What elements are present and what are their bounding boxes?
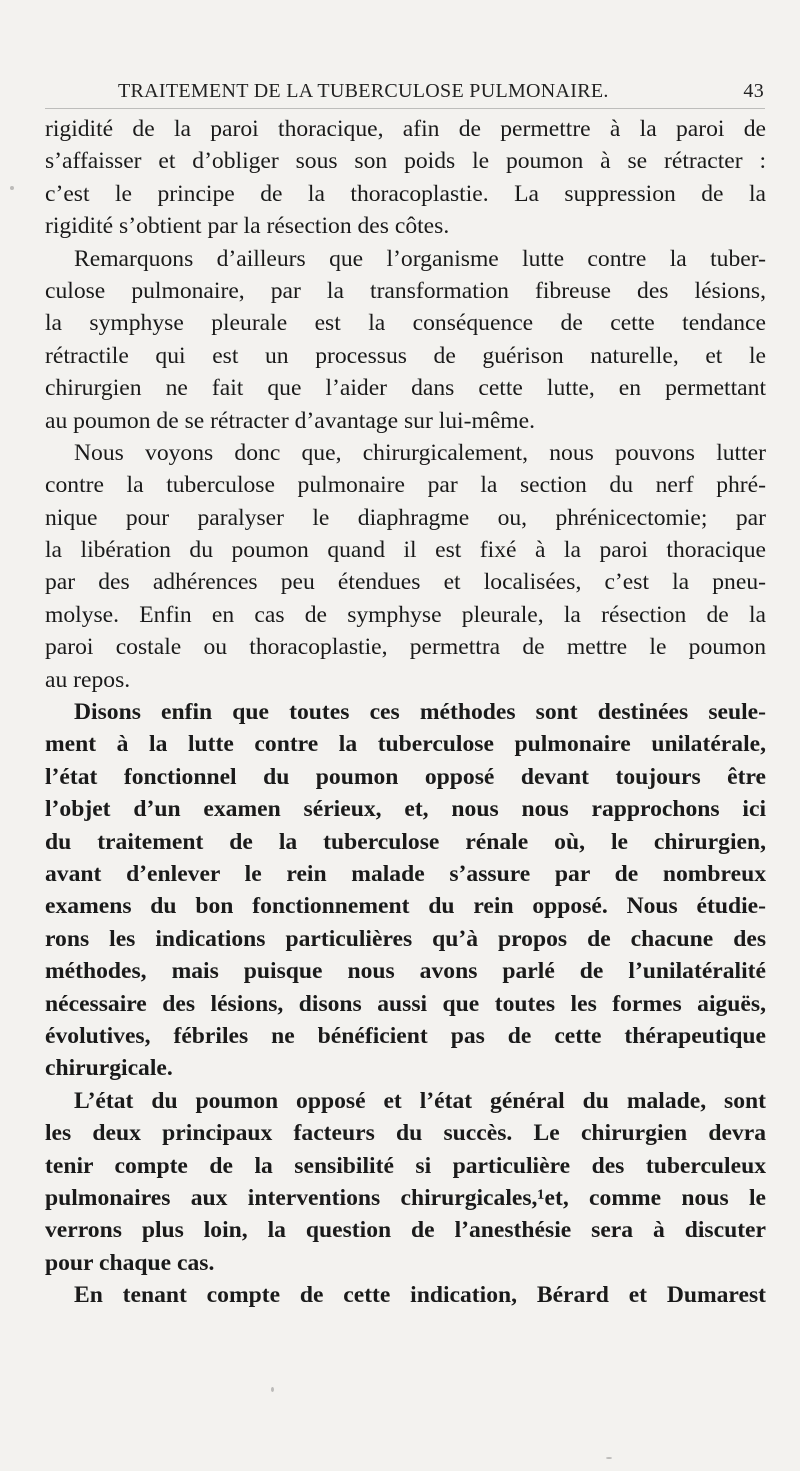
text-line: nique pour paralyser le diaphragme ou, phrénicectomie; par: [45, 504, 766, 531]
text-line: L’état du poumon opposé et l’état général du malade, sont: [74, 1087, 766, 1114]
ink-speck: [271, 1387, 274, 1392]
text-line: culose pulmonaire, par la transformation fibreuse des lésions,: [45, 277, 766, 304]
text-line: nécessaire des lésions, disons aussi que toutes les formes aiguës,: [45, 990, 766, 1017]
ink-speck: [606, 1457, 612, 1459]
running-head-title: TRAITEMENT DE LA TUBERCULOSE PULMONAIRE.: [118, 80, 609, 102]
text-line: rigidité s’obtient par la résection des côtes.: [45, 213, 450, 240]
text-line: Nous voyons donc que, chirurgicalement, nous pouvons lutter: [74, 439, 766, 466]
text-line: tenir compte de la sensibilité si particulière des tuberculeux: [45, 1152, 766, 1179]
text-line: pulmonaires aux interventions chirurgicales,¹et, comme nous le: [45, 1184, 766, 1211]
text-line: méthodes, mais puisque nous avons parlé de l’unilatéralité: [45, 958, 766, 985]
text-line: évolutives, fébriles ne bénéficient pas de cette thérapeutique: [45, 1022, 766, 1049]
text-line: En tenant compte de cette indication, Bérard et Dumarest: [74, 1282, 766, 1309]
running-head: [118, 79, 764, 103]
text-line: paroi costale ou thoracoplastie, permettra de mettre le poumon: [45, 634, 766, 661]
text-line: contre la tuberculose pulmonaire par la section du nerf phré-: [45, 472, 766, 499]
text-line: avant d’enlever le rein malade s’assure par de nombreux: [45, 860, 766, 887]
text-line: rigidité de la paroi thoracique, afin de permettre à la paroi de: [45, 116, 766, 142]
text-line: chirurgicale.: [45, 1055, 173, 1082]
text-line: l’état fonctionnel du poumon opposé devant toujours être: [45, 763, 766, 790]
text-line: Remarquons d’ailleurs que l’organisme lutte contre la tuber-: [74, 245, 766, 272]
text-line: verrons plus loin, la question de l’anesthésie sera à discuter: [45, 1217, 766, 1244]
page-number: 43: [743, 80, 764, 102]
text-line: les deux principaux facteurs du succès. Le chirurgien devra: [45, 1120, 766, 1147]
header-rule: [45, 108, 765, 109]
text-line: la symphyse pleurale est la conséquence de cette tendance: [45, 310, 766, 337]
text-line: du traitement de la tuberculose rénale où, le chirurgien,: [45, 828, 766, 855]
text-line: au repos.: [45, 666, 131, 693]
text-line: la libération du poumon quand il est fixé à la paroi thoracique: [45, 537, 766, 564]
text-line: examens du bon fonctionnement du rein opposé. Nous étudie-: [45, 893, 766, 920]
body-text: [45, 113, 766, 1311]
ink-speck: [10, 186, 14, 190]
text-line: pour chaque cas.: [45, 1249, 215, 1276]
text-line: molyse. Enfin en cas de symphyse pleurale, la résection de la: [45, 601, 766, 628]
text-line: chirurgien ne fait que l’aider dans cette lutte, en permettant: [45, 375, 766, 402]
text-line: ment à la lutte contre la tuberculose pulmonaire unilatérale,: [45, 731, 766, 758]
text-line: Disons enfin que toutes ces méthodes sont destinées seule-: [74, 699, 766, 726]
text-line: au poumon de se rétracter d’avantage sur lui-même.: [45, 407, 536, 434]
text-line: rons les indications particulières qu’à propos de chacune des: [45, 925, 766, 952]
text-line: s’affaisser et d’obliger sous son poids le poumon à se rétracter :: [45, 148, 766, 175]
text-line: l’objet d’un examen sérieux, et, nous nous rapprochons ici: [45, 796, 766, 823]
text-line: par des adhérences peu étendues et localisées, c’est la pneu-: [45, 569, 766, 596]
text-line: c’est le principe de la thoracoplastie. La suppression de la: [45, 180, 766, 207]
text-line: rétractile qui est un processus de guérison naturelle, et le: [45, 342, 766, 369]
